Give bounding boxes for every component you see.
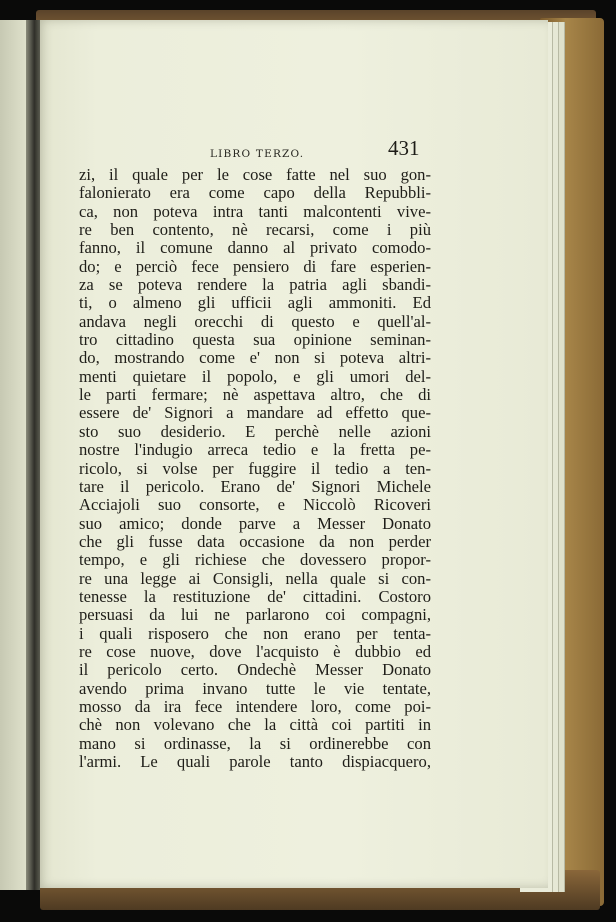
book-page [36,20,548,888]
chapter-heading: LIBRO TERZO. [210,148,305,160]
text-line: ricolo, si volse per fuggire il tedio a ten- [79,458,431,478]
text-line: re ben contento, nè recarsi, come i più [79,220,431,240]
text-line: zi, il quale per le cose fatte nel suo gon- [79,165,431,184]
text-line: mano si ordinasse, la si ordinerebbe con [79,733,431,753]
text-line: chè non volevano che la città coi partiti in [79,715,431,735]
text-line: che gli fusse data occasione da non perder [79,531,431,551]
body-text [79,165,431,771]
text-line: tro cittadino questa sua opinione seminan- [79,330,431,350]
text-line: do, mostrando come e' non si poteva altri- [79,348,431,368]
text-line: menti quietare il popolo, e gli umori del- [79,366,431,386]
text-line: tempo, e gli richiese che dovessero propor- [79,550,431,570]
text-line: falonierato era come capo della Repubbli- [79,183,431,203]
text-line: re una legge ai Consigli, nella quale si con- [79,568,431,588]
text-line: re cose nuove, dove l'acquisto è dubbio ed [79,641,431,661]
book-gutter [26,20,40,890]
text-line: tenesse la restituzione de' cittadini. Costoro [79,586,431,606]
text-line: fanno, il comune danno al privato comodo- [79,238,431,258]
text-line: mosso da ira fece intendere loro, come poi- [79,696,431,716]
text-line: nostre l'indugio arreca tedio e la fretta pe- [79,440,431,460]
text-line: i quali risposero che non erano per tenta- [79,623,431,643]
text-line: sto suo desiderio. E perchè nelle azioni [79,421,431,441]
text-line: essere de' Signori a mandare ad effetto que- [79,403,431,423]
text-line: tare il pericolo. Erano de' Signori Michele [79,476,431,496]
text-line: le parti fermare; nè aspettava altro, che di [79,385,431,405]
text-line: andava negli orecchi di questo e quell'al- [79,311,431,331]
text-line: do; e perciò fece pensiero di fare esperien- [79,256,431,276]
text-line: suo amico; donde parve a Messer Donato [79,513,431,533]
page-number: 431 [388,136,420,160]
text-line: za se poteva rendere la patria agli sbandi- [79,275,431,295]
text-line: persuasi da lui ne parlarono coi compagni, [79,605,431,625]
text-line: avendo prima invano tutte le vie tentate, [79,678,431,698]
text-line: l'armi. Le quali parole tanto dispiacquero, [79,752,431,771]
text-line: ti, o almeno gli ufficii agli ammoniti. Ed [79,293,431,313]
text-line: il pericolo certo. Ondechè Messer Donato [79,660,431,680]
text-line: Acciajoli suo consorte, e Niccolò Ricoveri [79,495,431,515]
text-line: ca, non poteva intra tanti malcontenti vive- [79,201,431,221]
